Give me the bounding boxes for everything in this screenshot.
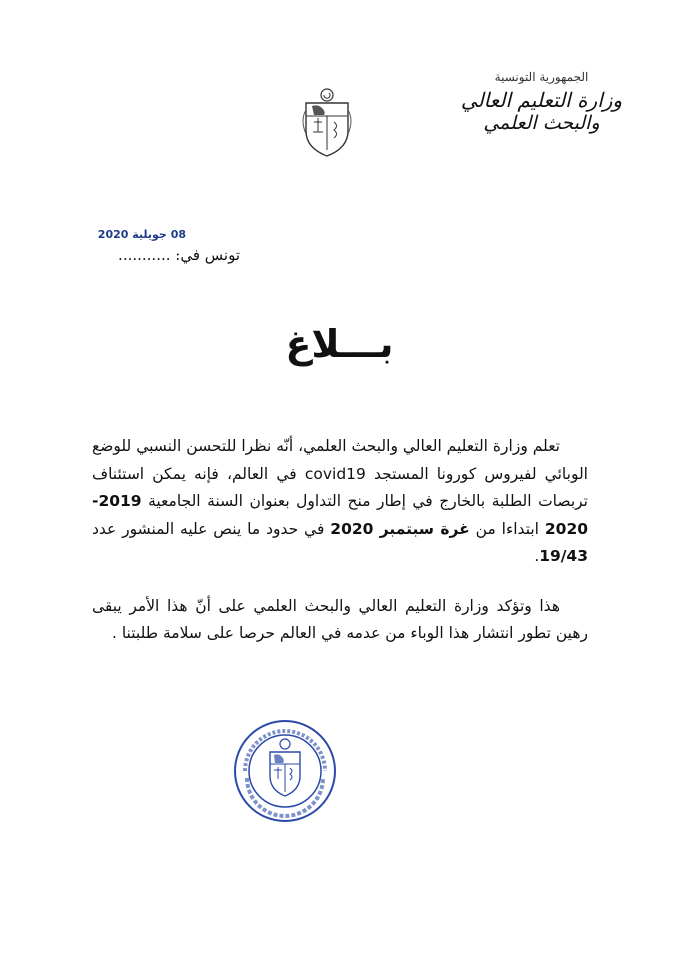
document-body [92,433,588,648]
letterhead-republic: الجمهورية التونسية [494,70,589,84]
paragraph-1 [92,433,588,571]
ministry-letterhead [454,70,629,134]
letterhead-ministry-line1: وزارة التعليم العالي [460,88,623,112]
p1-circular-number: 19/43 [539,547,588,565]
letterhead-ministry-line2: والبحث العلمي [483,112,600,134]
ministry-round-stamp-icon [232,718,338,824]
place-label: تونس في: [175,246,240,264]
tunisia-coat-of-arms-icon [298,86,356,160]
p1-text-2: ابتداءا من [469,519,545,538]
p1-text-1: تعلم وزارة التعليم العالي والبحث العلمي، أنّه نظرا للتحسن النسبي للوضع الوبائي لفيروس كورونا المستجد covid19 في العالم، فإنه يمكن استئناف تربصات الطلبة بالخارج في إطار منح التداول بعنوان السنة الجامعية [92,437,588,510]
place-dots: ........... [118,246,171,264]
date-stamp: 08 جويلية 2020 [97,228,186,241]
document-title: بـــلاغ [285,322,394,366]
p1-start-date: غرة سبتمبر 2020 [330,519,470,538]
paragraph-2: هذا وتؤكد وزارة التعليم العالي والبحث العلمي على أنّ هذا الأمر يبقى رهين تطور انتشار هذا الوباء من عدمه في العالم حرصا على سلامة طلبتنا . [92,596,588,642]
place-date-line [100,246,240,264]
p1-text-3: في حدود ما ينص عليه المنشور عدد [92,519,331,538]
p1-text-4: . [534,547,540,565]
p1-academic-year: 2019-2020 [92,492,589,538]
